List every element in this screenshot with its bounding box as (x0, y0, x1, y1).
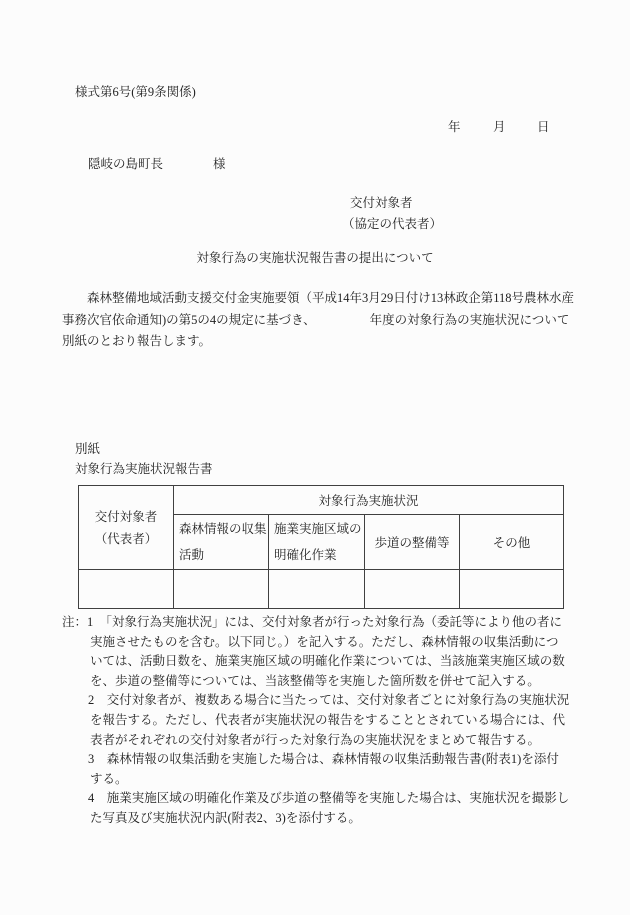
note-line: 4 施業実施区域の明確化作業及び歩道の整備等を実施した場合は、実施状況を撮影し (88, 791, 570, 806)
data-cell-recipient (79, 570, 174, 609)
note-line: を報告する。ただし、代表者が実施状況の報告をすることとされている場合には、代 (90, 712, 566, 727)
body-line-2 (62, 310, 574, 332)
date-year-label: 年 (448, 120, 461, 134)
form-number: 様式第6号(第9条関係) (75, 85, 196, 99)
status-header-cell: 対象行為実施状況 (174, 486, 564, 515)
note-line: 2 交付対象者が、複数ある場合に当たっては、交付対象者ごとに対象行為の実施状況 (88, 693, 570, 708)
note-line: を、歩道の整備等については、当該整備等を実施した箇所数を併せて記入する。 (90, 673, 540, 688)
addressee-honorific: 様 (213, 157, 226, 171)
subheader-other-cell: その他 (460, 515, 564, 570)
addressee-name: 隠岐の島町長 (88, 157, 164, 171)
recipient-header-line1: 交付対象者 (94, 509, 158, 524)
body-line-1: 森林整備地域活動支援交付金実施要領（平成14年3月29日付け13林政企第118号農林水産 (87, 291, 575, 305)
note-line: する。 (90, 771, 128, 786)
note-line: 3 森林情報の収集活動を実施した場合は、森林情報の収集活動報告書(附表1)を添付 (88, 752, 559, 767)
sender-subtitle: （協定の代表者） (342, 217, 443, 231)
note-line: 注：1 「対象行為実施状況」には、交付対象者が行った対象行為（委託等により他の者に (62, 615, 563, 629)
subheader-work-area-line1: 施業実施区域の (274, 522, 362, 536)
subheader-forest-info-cell (174, 515, 269, 570)
body-line-2-after: 年度の対象行為の実施状況について (369, 312, 570, 327)
body-line-3: 別紙のとおり報告します。 (62, 334, 212, 348)
recipient-header-line2: （代表者） (94, 531, 158, 546)
attachment-label: 別紙 (75, 442, 101, 456)
sender-title: 交付対象者 (350, 196, 413, 210)
note-line: 実施させたものを含む。以下同じ。）を記入する。ただし、森林情報の収集活動につ (90, 634, 559, 649)
notes-section (0, 613, 630, 829)
subheader-forest-info-line1: 森林情報の収集 (179, 522, 267, 536)
subheader-work-area-line2: 明確化作業 (274, 548, 337, 562)
data-cell-work-area (269, 570, 365, 609)
note-line: 表者がそれぞれの交付対象者が行った対象行為の実施状況をまとめて報告する。 (90, 732, 541, 747)
document-title: 対象行為の実施状況報告書の提出について (196, 251, 434, 265)
subheader-work-area-cell (269, 515, 365, 570)
recipient-header-cell (79, 486, 174, 570)
fiscal-year-blank-field (316, 323, 370, 324)
attachment-title: 対象行為実施状況報告書 (75, 462, 213, 476)
data-cell-other (460, 570, 564, 609)
note-line: いては、活動日数を、施業実施区域の明確化作業については、当該施業実施区域の数 (90, 654, 565, 669)
date-day-label: 日 (537, 120, 550, 134)
data-cell-path-maintenance (365, 570, 460, 609)
data-cell-forest-info (174, 570, 269, 609)
body-line-2-before: 事務次官依命通知)の第5の4の規定に基づき、 (62, 312, 316, 327)
date-month-label: 月 (493, 120, 506, 134)
report-table (78, 485, 564, 609)
subheader-forest-info-line2: 活動 (179, 548, 205, 562)
note-line: た写真及び実施状況内訳(附表2、3)を添付する。 (90, 810, 361, 825)
subheader-path-maintenance-cell: 歩道の整備等 (365, 515, 460, 570)
body-paragraph (62, 288, 574, 353)
